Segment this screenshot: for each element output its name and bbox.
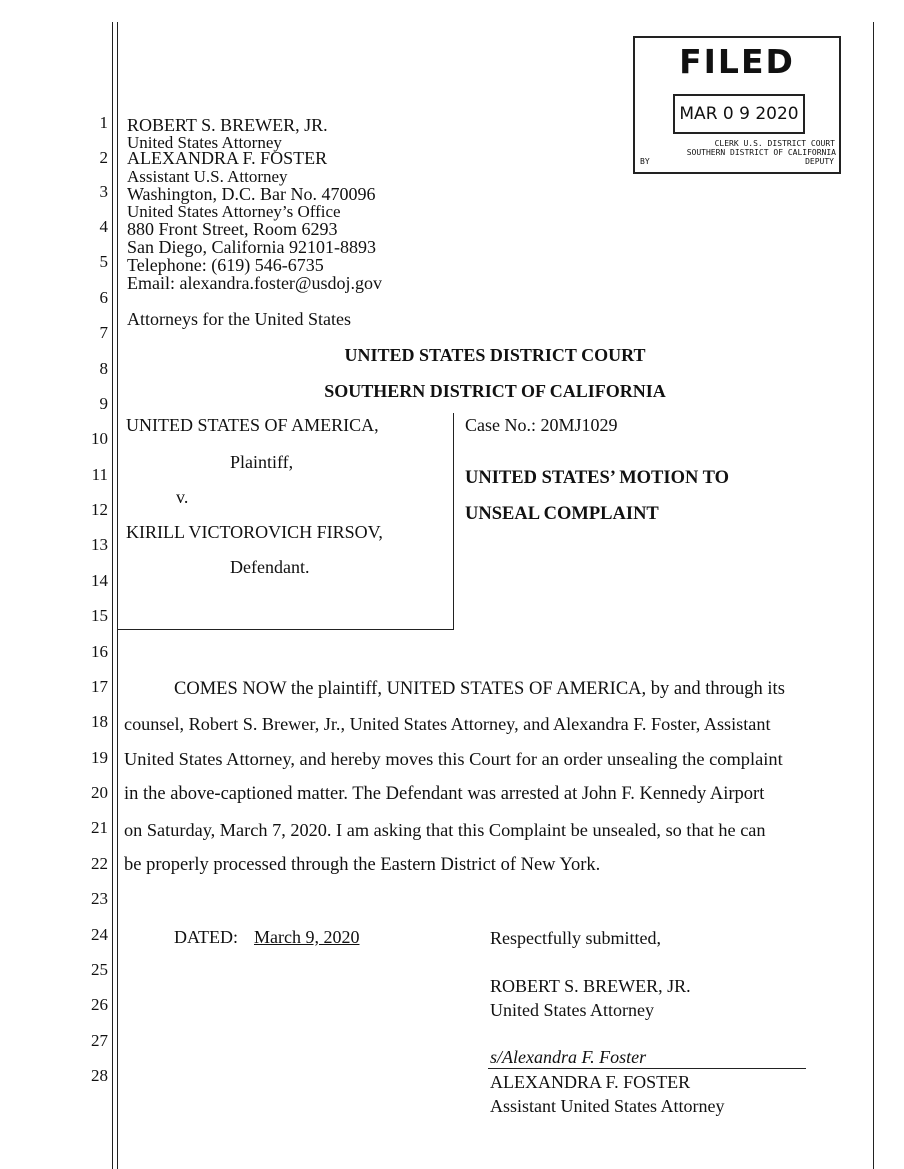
line-number: 22 — [91, 854, 108, 873]
body-line: on Saturday, March 7, 2020. I am asking that this Complaint be unsealed, so that he can — [124, 820, 766, 840]
attorney-line: United States Attorney — [127, 133, 282, 152]
line-number: 19 — [91, 748, 108, 767]
closing: Respectfully submitted, — [490, 928, 661, 948]
line-number: 3 — [99, 182, 108, 201]
line-number: 25 — [91, 960, 108, 979]
case-number: Case No.: 20MJ1029 — [465, 415, 618, 435]
left-margin-rule-outer — [112, 22, 113, 1169]
versus: v. — [176, 487, 189, 507]
filed-stamp-deputy: DEPUTY — [805, 157, 834, 166]
line-number: 6 — [99, 288, 108, 307]
body-line: COMES NOW the plaintiff, UNITED STATES OF AMERICA, by and through its — [174, 679, 785, 699]
filed-stamp-date: MAR 0 9 2020 — [673, 94, 805, 134]
caption-bottom-rule — [118, 629, 454, 630]
signer-title: Assistant United States Attorney — [490, 1096, 725, 1116]
line-number: 21 — [91, 818, 108, 837]
line-number: 12 — [91, 500, 108, 519]
line-number: 18 — [91, 712, 108, 731]
caption-divider — [453, 413, 454, 630]
line-number: 28 — [91, 1066, 108, 1085]
signer-name: ALEXANDRA F. FOSTER — [490, 1072, 691, 1092]
body-line: United States Attorney, and hereby moves this Court for an order unsealing the complaint — [124, 749, 783, 769]
dated-value: March 9, 2020 — [254, 927, 360, 947]
body-line: in the above-captioned matter. The Defendant was arrested at John F. Kennedy Airport — [124, 784, 765, 804]
electronic-signature: s/Alexandra F. Foster — [490, 1047, 647, 1067]
attorney-line: San Diego, California 92101-8893 — [127, 237, 376, 257]
motion-title-line-1: UNITED STATES’ MOTION TO — [465, 468, 730, 488]
filed-stamp-district: SOUTHERN DISTRICT OF CALIFORNIA — [686, 148, 836, 157]
right-margin-rule — [873, 22, 874, 1169]
filed-stamp — [633, 36, 841, 174]
line-number: 8 — [99, 359, 108, 378]
attorneys-for: Attorneys for the United States — [127, 309, 351, 329]
line-number: 13 — [91, 535, 108, 554]
line-number: 17 — [91, 677, 108, 696]
court-district: SOUTHERN DISTRICT OF CALIFORNIA — [324, 381, 666, 401]
defendant-name: KIRILL VICTOROVICH FIRSOV, — [126, 522, 383, 542]
line-number: 4 — [99, 217, 108, 236]
left-margin-rule-inner — [117, 22, 118, 1169]
attorney-line: Email: alexandra.foster@usdoj.gov — [127, 273, 383, 293]
filed-stamp-title: FILED — [679, 42, 795, 81]
court-name: UNITED STATES DISTRICT COURT — [344, 345, 646, 365]
attorney-line: Assistant U.S. Attorney — [127, 167, 288, 186]
line-number: 15 — [91, 606, 108, 625]
plaintiff-name: UNITED STATES OF AMERICA, — [126, 415, 379, 435]
attorney-line: ROBERT S. BREWER, JR. — [127, 115, 328, 135]
line-number: 2 — [99, 148, 108, 167]
line-number: 1 — [99, 113, 108, 132]
us-attorney-title: United States Attorney — [490, 1000, 654, 1020]
signature-line — [488, 1068, 806, 1069]
line-number: 14 — [91, 571, 108, 590]
motion-title-line-2: UNSEAL COMPLAINT — [465, 504, 659, 524]
attorney-line: Telephone: (619) 546-6735 — [127, 255, 324, 275]
line-number: 5 — [99, 252, 108, 271]
line-number: 23 — [91, 889, 108, 908]
us-attorney-name: ROBERT S. BREWER, JR. — [490, 976, 691, 996]
attorney-line: ALEXANDRA F. FOSTER — [127, 148, 328, 168]
line-number: 24 — [91, 925, 108, 944]
line-number: 11 — [91, 465, 108, 484]
body-line: counsel, Robert S. Brewer, Jr., United States Attorney, and Alexandra F. Foster, Assistant — [124, 714, 771, 734]
defendant-role: Defendant. — [230, 557, 310, 577]
dated-label: DATED: — [174, 927, 238, 947]
attorney-line: Washington, D.C. Bar No. 470096 — [127, 184, 376, 204]
filed-stamp-by: BY — [640, 157, 650, 166]
filed-stamp-clerk: CLERK U.S. DISTRICT COURT — [714, 139, 835, 148]
attorney-line: United States Attorney’s Office — [127, 202, 341, 221]
line-number: 26 — [91, 995, 108, 1014]
plaintiff-role: Plaintiff, — [230, 452, 294, 472]
line-number: 10 — [91, 429, 108, 448]
body-line: be properly processed through the Eastern District of New York. — [124, 855, 601, 875]
line-number: 16 — [91, 642, 108, 661]
line-number: 7 — [99, 323, 108, 342]
attorney-line: 880 Front Street, Room 6293 — [127, 219, 338, 239]
line-number: 20 — [91, 783, 108, 802]
line-number: 9 — [99, 394, 108, 413]
line-number: 27 — [91, 1031, 108, 1050]
